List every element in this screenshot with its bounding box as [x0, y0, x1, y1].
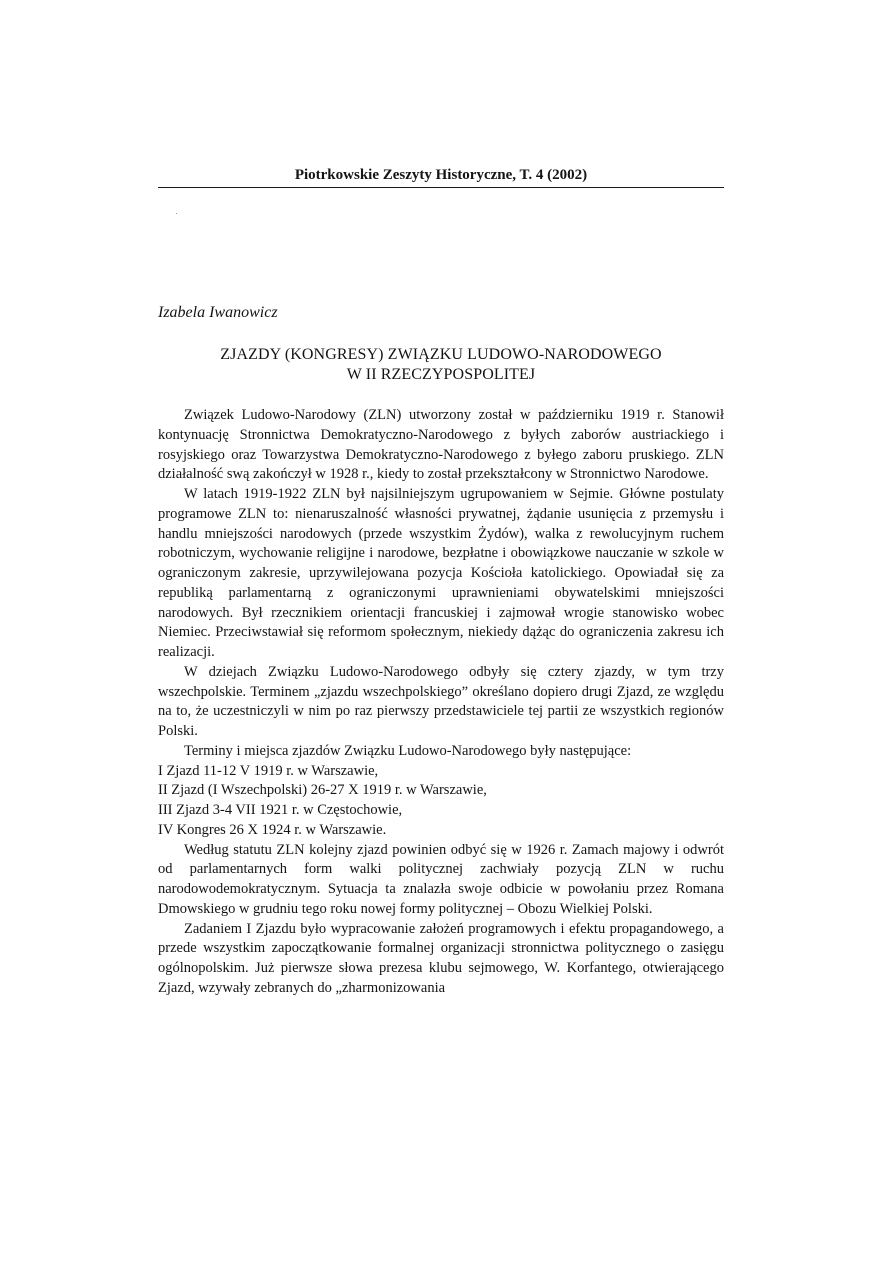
article-body: [158, 406, 724, 999]
congress-list-item: III Zjazd 3-4 VII 1921 r. w Częstochowie,: [158, 802, 403, 818]
congress-list-item: II Zjazd (I Wszechpolski) 26-27 X 1919 r. w Warszawie,: [158, 782, 487, 799]
article-title-line-1: ZJAZDY (KONGRESY) ZWIĄZKU LUDOWO-NARODOWEGO: [220, 346, 662, 363]
paragraph: Zadaniem I Zjazdu było wypracowanie założeń programowych i efektu propagandowego, a przede wszystkim zapoczątkowanie formalnej organizacji stronnictwa politycznego o zasięgu ogólnopolskim. Już pierwsze słowa prezesa klubu sejmowego, W. Korfantego, otwierającego Zjazd, wzywały zebranych do „zharmonizowania: [158, 920, 724, 996]
congress-list-item: IV Kongres 26 X 1924 r. w Warszawie.: [158, 821, 387, 838]
paragraph: Terminy i miejsca zjazdów Związku Ludowo-Narodowego były następujące:: [184, 742, 632, 759]
paragraph: W dziejach Związku Ludowo-Narodowego odbyły się cztery zjazdy, w tym trzy wszechpolskie. Terminem „zjazdu wszechpolskiego” określano dopiero drugi Zjazd, ze względu na to, że uczestniczyli w nim po raz pierwszy przedstawiciele tej partii ze wszystkich regionów Polski.: [158, 663, 724, 739]
article-author: Izabela Iwanowicz: [158, 304, 278, 321]
paragraph: Według statutu ZLN kolejny zjazd powinien odbyć się w 1926 r. Zamach majowy i odwrót od parlamentarnych form walki politycznej zachwiały pozycją ZLN w ruchu narodowodemokratycznym. Sytuacja ta znalazła swoje odbicie w powołaniu przez Romana Dmowskiego w grudniu tego roku nowej formy politycznej – Obozu Wielkiej Polski.: [158, 841, 724, 917]
running-header: Piotrkowskie Zeszyty Historyczne, T. 4 (2002): [158, 166, 724, 188]
paragraph: W latach 1919-1922 ZLN był najsilniejszym ugrupowaniem w Sejmie. Główne postulaty programowe ZLN to: nienaruszalność własności prywatnej, żądanie usunięcia z przemysłu i handlu mniejszości narodowych (przede wszystkim Żydów), walka z rewolucyjnym ruchem robotniczym, wychowanie religijne i narodowe, bezpłatne i obowiązkowe nauczanie w szkole w ograniczonym zakresie, uprzywilejowana pozycja Kościoła katolickiego. Opowiadał się za republiką parlamentarną z ograniczonymi uprawnieniami obywatelskimi mniejszości narodowych. Był rzecznikiem orientacji francuskiej i zajmował wrogie stanowisko wobec Niemiec. Przeciwstawiał się reformom społecznym, niekiedy dążąc do ograniczenia zakresu ich realizacji.: [158, 486, 724, 660]
congress-list-item: I Zjazd 11-12 V 1919 r. w Warszawie,: [158, 762, 379, 779]
scan-speck: [176, 213, 177, 214]
article-title: [158, 345, 724, 385]
paragraph: Związek Ludowo-Narodowy (ZLN) utworzony został w październiku 1919 r. Stanowił kontynuację Stronnictwa Demokratyczno-Narodowego z byłych zaborów austriackiego i rosyjskiego oraz Towarzystwa Demokratyczno-Narodowego z byłego zaboru pruskiego. ZLN działalność swą zakończył w 1928 r., kiedy to został przekształcony w Stronnictwo Narodowe.: [158, 407, 724, 483]
article-title-line-2: W II RZECZYPOSPOLITEJ: [346, 366, 536, 383]
